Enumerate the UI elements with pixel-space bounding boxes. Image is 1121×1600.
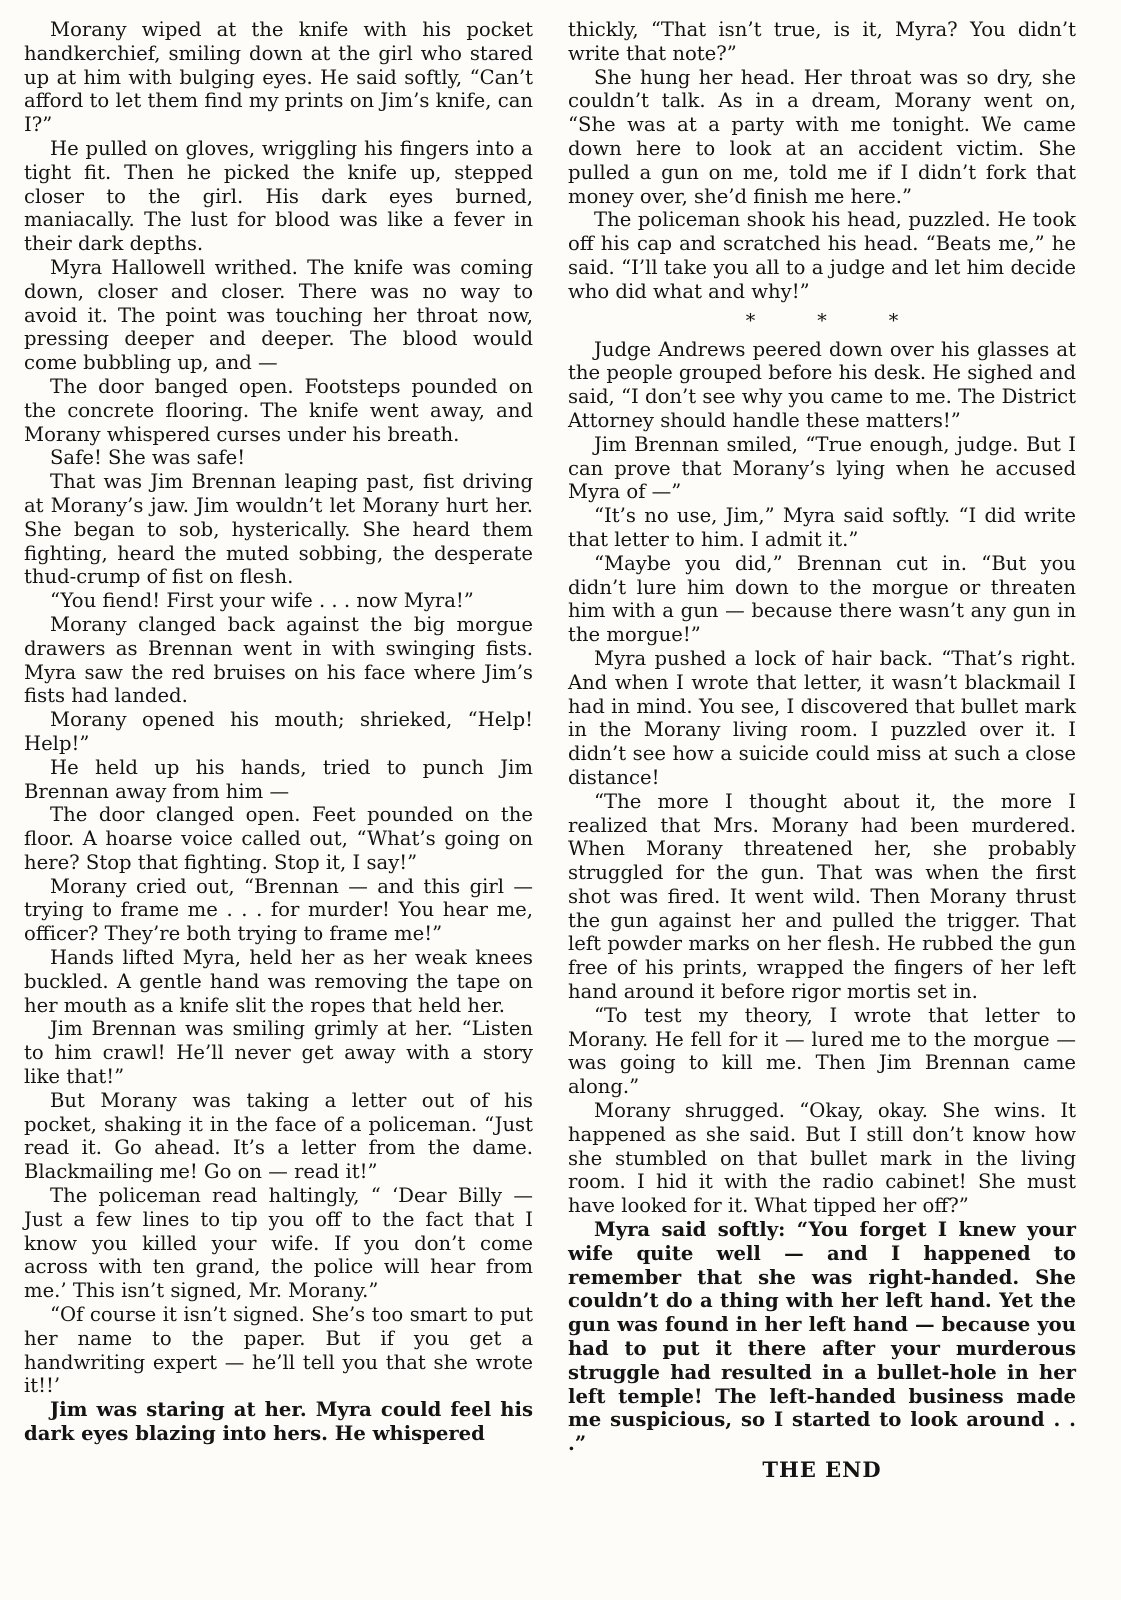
paragraph: He pulled on gloves, wriggling his fingers into a tight fit. Then he picked the knife up, stepped closer to the girl. His dark eyes burned, maniacally. The lust for blood was like a fever in their dark depths. — [24, 136, 533, 256]
paragraph: Jim was staring at her. Myra could feel his dark eyes blazing into hers. He whispered — [24, 1398, 533, 1446]
the-end-label: THE END — [762, 1457, 882, 1483]
paragraph: Hands lifted Myra, held her as her weak knees buckled. A gentle hand was removing the tape on her mouth as a knife slit the ropes that held her. — [24, 946, 533, 1017]
paragraph: The door clanged open. Feet pounded on the floor. A hoarse voice called out, “What’s going on here? Stop that fighting. Stop it, I say!” — [24, 803, 533, 874]
paragraph: Safe! She was safe! — [50, 446, 246, 470]
paragraph: thickly, “That isn’t true, is it, Myra? You didn’t write that note?” — [568, 18, 1076, 65]
paragraph: Morany shrugged. “Okay, okay. She wins. It happened as she said. But I still don’t know how she stumbled on that bullet mark in the living room. I hid it with the radio cabinet! She must have looked for it. What tipped her off?” — [568, 1099, 1076, 1218]
paragraph: Myra said softly: “You forget I knew your wife quite well — and I happened to remember that she was right-handed. She couldn’t do a thing with her left hand. Yet the gun was found in her left hand — because you had to put it there after your murderous struggle had resulted in a bullet-hole in her left temple! The left-handed business made me suspicious, so I started to look around . . .” — [568, 1218, 1076, 1456]
paragraph: The policeman shook his head, puzzled. He took off his cap and scratched his head. “Beats me,” he said. “I’ll take you all to a judge and let him decide who did what and why!” — [568, 208, 1076, 303]
paragraph: She hung her head. Her throat was so dry, she couldn’t talk. As in a dream, Morany went on, “She was at a party with me tonight. We came down here to look at an accident victim. She pulled a gun on me, told me if I didn’t fork that money over, she’d finish me here.” — [568, 65, 1076, 208]
paragraph: He held up his hands, tried to punch Jim Brennan away from him — — [24, 755, 533, 803]
left-column — [24, 18, 533, 1446]
paragraph: Morany opened his mouth; shrieked, “Help! Help!” — [24, 708, 533, 755]
paragraph: “To test my theory, I wrote that letter to Morany. He fell for it — lured me to the morgue — was going to kill me. Then Jim Brennan came along.” — [568, 1003, 1076, 1099]
paragraph: Morany clanged back against the big morgue drawers as Brennan went in with swinging fists. Myra saw the red bruises on his face where Jim’s fists had landed. — [24, 612, 533, 708]
right-column — [568, 18, 1076, 1482]
paragraph: The policeman read haltingly, “ ‘Dear Billy — Just a few lines to tip you off to the fact that I know you killed your wife. If you don’t come across with ten grand, the police will hear from me.’ This isn’t signed, Mr. Morany.” — [24, 1184, 533, 1303]
paragraph: Morany wiped at the knife with his pocket handkerchief, smiling down at the girl who stared up at him with bulging eyes. He said softly, “Can’t afford to let them find my prints on Jim’s knife, can I?” — [24, 18, 533, 137]
paragraph: Myra Hallowell writhed. The knife was coming down, closer and closer. There was no way to avoid it. The point was touching her throat now, pressing deeper and deeper. The blood would come bubbling up, and — — [24, 255, 533, 375]
paragraph: “Maybe you did,” Brennan cut in. “But you didn’t lure him down to the morgue or threaten him with a gun — because there wasn’t any gun in the morgue!” — [568, 551, 1076, 647]
paragraph: Judge Andrews peered down over his glasses at the people grouped before his desk. He sighed and said, “I don’t see why you came to me. The District Attorney should handle these matters!” — [568, 337, 1076, 432]
paragraph: Jim Brennan smiled, “True enough, judge. But I can prove that Morany’s lying when he accused Myra of —” — [568, 432, 1076, 504]
paragraph: “Of course it isn’t signed. She’s too smart to put her name to the paper. But if you get a handwriting expert — he’ll tell you that she wrote it!!’ — [24, 1303, 533, 1398]
paragraph: “You fiend! First your wife . . . now Myra!” — [50, 589, 474, 613]
paragraph: “The more I thought about it, the more I realized that Mrs. Morany had been murdered. When Morany threatened her, she probably struggled for the gun. That was when the first shot was fired. It went wild. Then Morany thrust the gun against her and pulled the trigger. That left powder marks on her flesh. He rubbed the gun free of his prints, wrapped the fingers of her left hand around it before rigor mortis set in. — [568, 789, 1076, 1004]
paragraph: The door banged open. Footsteps pounded on the concrete flooring. The knife went away, and Morany whispered curses under his breath. — [24, 374, 533, 446]
section-separator: * * * — [745, 309, 927, 332]
paragraph: That was Jim Brennan leaping past, fist driving at Morany’s jaw. Jim wouldn’t let Morany hurt her. She began to sob, hysterically. She heard them fighting, heard the muted sobbing, the desperate thud-crump of fist on flesh. — [24, 470, 533, 589]
paragraph: Myra pushed a lock of hair back. “That’s right. And when I wrote that letter, it wasn’t blackmail I had in mind. You see, I discovered that bullet mark in the Morany living room. I puzzled over it. I didn’t see how a suicide could miss at such a close distance! — [568, 646, 1076, 789]
paragraph: Jim Brennan was smiling grimly at her. “Listen to him crawl! He’ll never get away with a story like that!” — [24, 1017, 533, 1089]
paragraph: Morany cried out, “Brennan — and this girl — trying to frame me . . . for murder! You hear me, officer? They’re both trying to frame me!” — [24, 874, 533, 946]
paragraph: But Morany was taking a letter out of his pocket, shaking it in the face of a policeman. “Just read it. Go ahead. It’s a letter from the dame. Blackmailing me! Go on — read it!” — [24, 1088, 533, 1184]
paragraph: “It’s no use, Jim,” Myra said softly. “I did write that letter to him. I admit it.” — [568, 504, 1076, 551]
